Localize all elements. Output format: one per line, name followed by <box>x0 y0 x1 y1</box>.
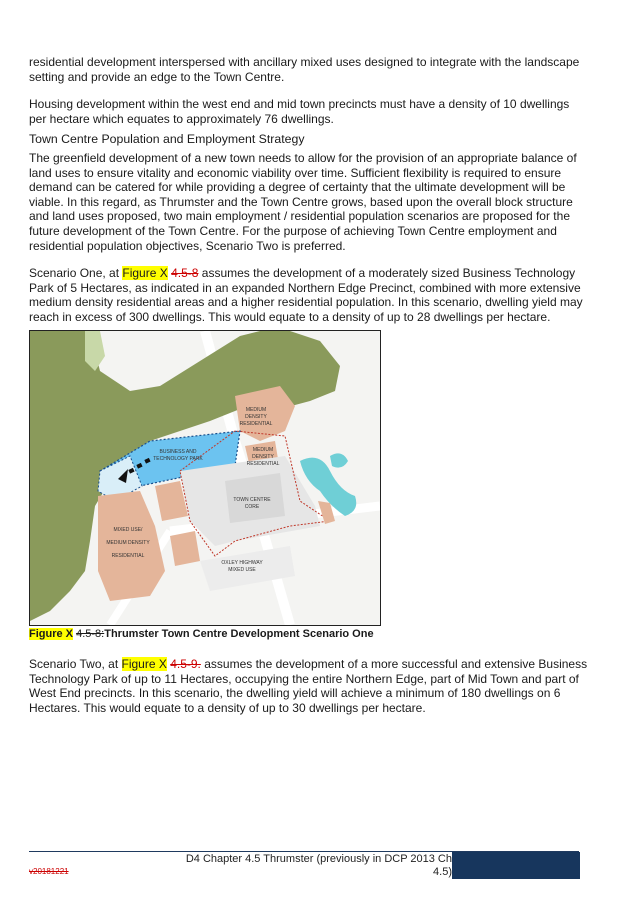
paragraph-greenfield-development: The greenfield development of a new town needs to allow for the provision of an appropriate balance of land uses to ensure vitality and economic viability over time. Sufficient flexibility is required to ensure demand can be catered for while providing a degree of certainty that the ultimate development will be viable. In this regard, as Thrumster and the Town Centre grows, based upon the overall block structure and land uses proposed, two main employment / residential population scenarios are proposed for the future development of the Town Centre. For the purpose of achieving Town Centre employment and residential population objectives, Scenario Two is preferred. <box>29 151 577 253</box>
scenario-one-intro: Scenario One, at <box>29 266 123 280</box>
label-business-b: TECHNOLOGY PARK <box>153 456 203 462</box>
label-mixed-a: MIXED USE/ <box>113 527 143 533</box>
label-mixed-c: RESIDENTIAL <box>111 553 145 559</box>
figure-reference-highlight-2: Figure X <box>121 657 167 671</box>
version-stamp: v20181221 <box>29 867 69 876</box>
label-medium-density-2b: DENSITY <box>252 454 274 460</box>
label-town-centre-a: TOWN CENTRE <box>233 497 271 503</box>
label-oxley-a: OXLEY HIGHWAY <box>221 560 263 566</box>
paragraph-housing-density: Housing development within the west end and mid town precincts must have a density of 10 dwellings per hectare which equates to approximately 76 dwellings. <box>29 97 570 126</box>
scenario-one-body: assumes the development of a moderately sized Business Technology Park of 5 Hectares, as indicated in an expanded Northern Edge Precinct, combined with more extensive medium density residential areas and a higher residential population. In this scenario, dwelling yield may reach in excess of 300 dwellings. This would equate to a density of up to 28 dwellings per hectare. <box>29 266 583 324</box>
label-town-centre-b: CORE <box>244 504 260 510</box>
residential-block-b <box>170 531 200 566</box>
scenario-one-map <box>29 330 381 626</box>
section-heading: Town Centre Population and Employment Strategy <box>29 132 305 146</box>
deleted-figure-number: 4.5-8 <box>171 266 199 280</box>
figure-reference-highlight: Figure X <box>122 266 168 280</box>
scenario-two-body: assumes the development of a more successful and extensive Business Technology Park of up to 11 Hectares, occupying the entire Northern Edge, part of Mid Town and part of West End precincts. In this scenario, the dwelling yield will achieve a minimum of 180 dwellings on 6 Hectares. This would equate to a density of up to 30 dwellings per hectare. <box>29 657 588 715</box>
caption-title: Thrumster Town Centre Development Scenario One <box>104 628 374 640</box>
scenario-two-intro: Scenario Two, at <box>29 657 122 671</box>
label-medium-density-1a: MEDIUM <box>245 407 267 413</box>
paragraph-scenario-two <box>29 657 589 715</box>
label-oxley-b: MIXED USE <box>228 567 256 573</box>
footer-title: D4 Chapter 4.5 Thrumster (previously in DCP 2013 Ch 4.5) <box>185 853 452 878</box>
caption-figure-highlight: Figure X <box>29 628 74 640</box>
footer-color-block <box>452 852 580 879</box>
map-illustration <box>30 331 380 625</box>
figure-caption <box>29 628 374 640</box>
label-medium-density-2c: RESIDENTIAL <box>246 461 280 467</box>
paragraph-residential-development: residential development interspersed with ancillary mixed uses designed to integrate with the landscape setting and provide an edge to the Town Centre. <box>29 55 580 84</box>
label-medium-density-1b: DENSITY <box>245 414 267 420</box>
paragraph-scenario-one <box>29 266 589 324</box>
caption-deleted-number: 4.5-8: <box>76 628 105 640</box>
label-medium-density-2a: MEDIUM <box>252 447 274 453</box>
deleted-figure-number-2: 4.5-9. <box>170 657 201 671</box>
label-business-a: BUSINESS AND <box>159 449 197 455</box>
label-medium-density-1c: RESIDENTIAL <box>239 421 273 427</box>
label-mixed-b: MEDIUM DENSITY <box>106 540 150 546</box>
